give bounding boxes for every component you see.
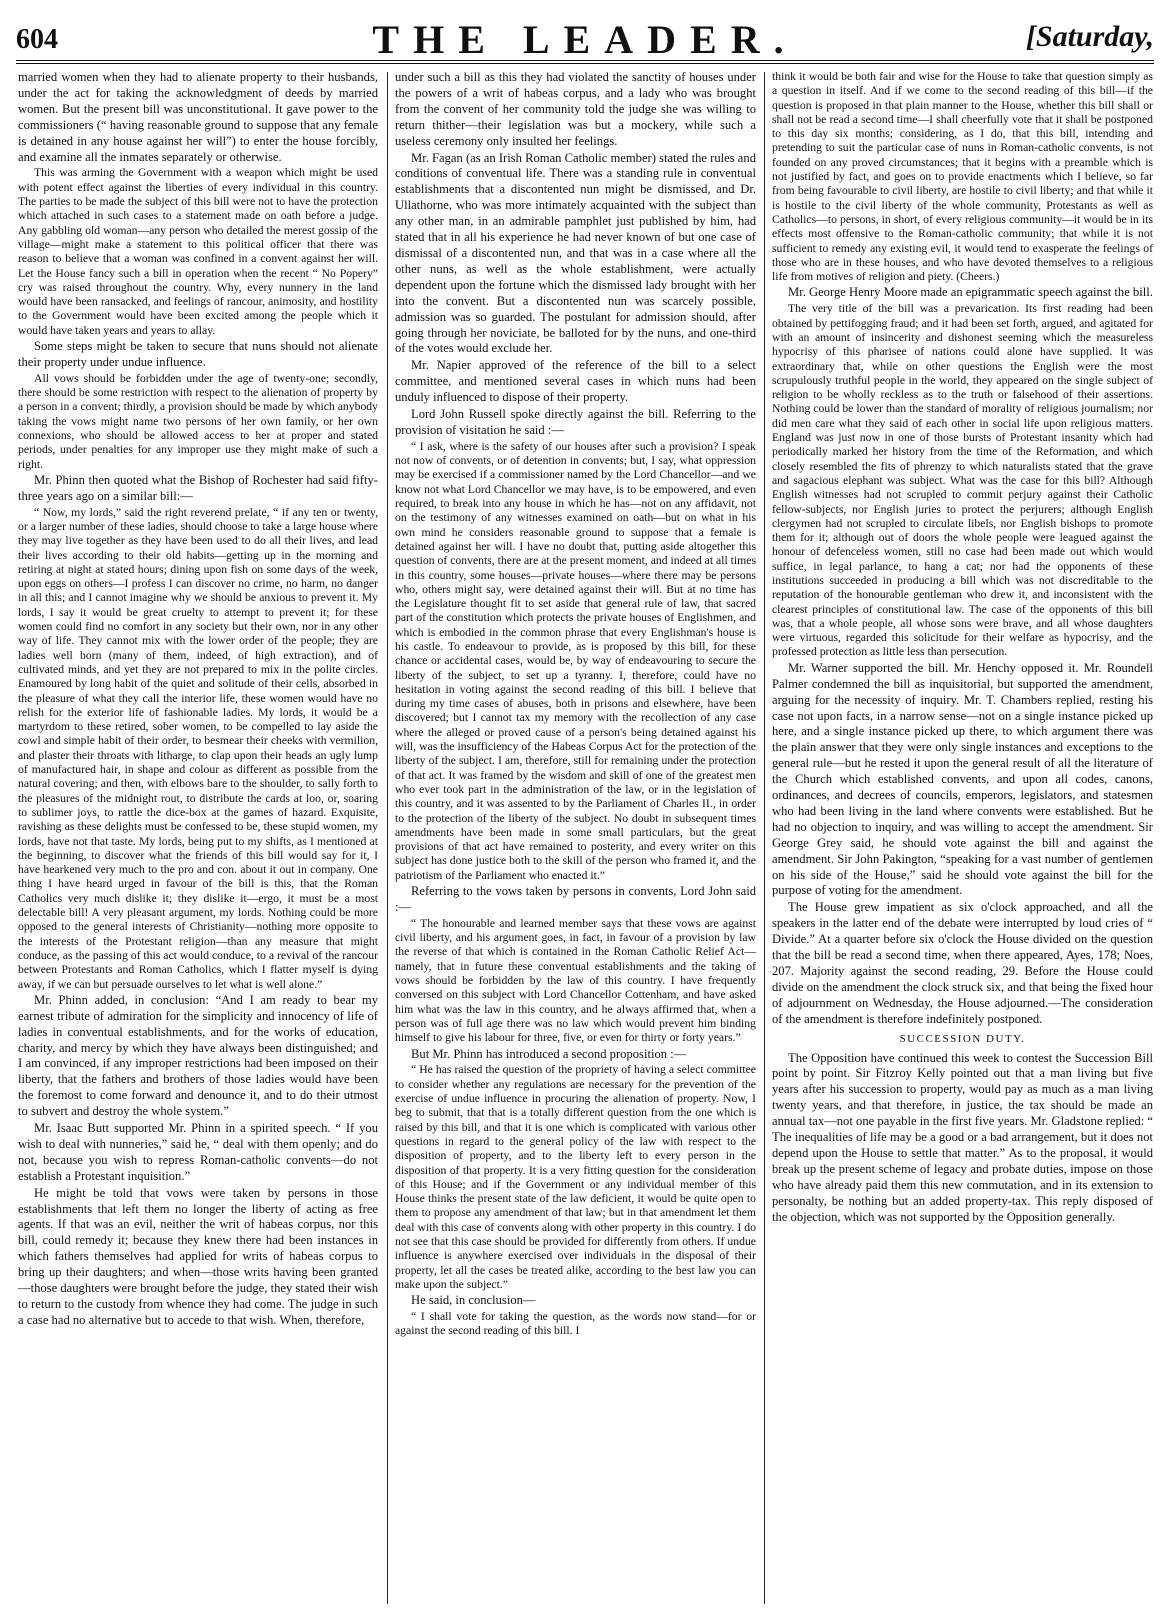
quotation: “ I shall vote for taking the question, as the words now stand—for or against the second reading of this bill. I xyxy=(395,1310,756,1338)
quotation: think it would be both fair and wise for the House to take that question simply as a question in itself. And if we come to the second reading of this bill—if the question is proposed in that plain manner to the House, whether this bill shall or shall not be read a second time—I shall cheerfully vote that it shall be postponed to this day six months; considering, as I do, that this bill, intending and pretending to suit the particular case of nuns in Roman-catholic convents, is not founded on any proved circumstances; that it begins with a preamble which is not justified by fact, and goes on to provide enactments which I believe, so far from being favourable to civil liberty, are hostile to civil liberty; and that while it is hostile to the civil liberty of the whole community, Protestants as well as Catholics—to persons, in short, of every religious community—it would be in its effects most offensive to the Roman-catholic community; that while it is not sufficient to remedy any existing evil, it would tend to exasperate the feelings of those who are in these houses, and who have devoted themselves to a religious life from motives of religion and piety. (Cheers.) xyxy=(772,70,1153,284)
paragraph: Mr. Isaac Butt supported Mr. Phinn in a spirited speech. “ If you wish to deal with nunneries,” said he, “ deal with them openly; and do not, because you wish to repress Roman-catholic convents—do not establish a Protestant inquisition.” xyxy=(18,1121,378,1183)
column-divider xyxy=(764,72,765,1604)
page-number: 604 xyxy=(16,24,58,55)
paragraph: Referring to the vows taken by persons in convents, Lord John said :— xyxy=(395,884,756,914)
quotation: “ He has raised the question of the propriety of having a select committee to consider whether any regulations are necessary for the prevention of the exercise of undue influence in procuring the alienation of property. Now, I beg to submit, that that is a totally different question from the one which is raised by this bill, and that it is one which is complicated with various other questions in regard to the general policy of the law with respect to the disposition of property, and to the liberty left to every person in the disposition of that property. It is a very fitting question for the consideration of this House; and if the Government or any individual member of this House thinks the present state of the law deficient, it would be quite open to them to propose any amendment of that law; but in that amendment let them deal with this case of convents along with other property in this country. I do not see that this case should be provided for differently from others. If undue influence is anywhere exercised over individuals in the disposal of their property, let all the cases be treated alike, according to the best law you can make upon the subject.” xyxy=(395,1063,756,1291)
header-rule xyxy=(16,60,1154,61)
quotation: “ I ask, where is the safety of our houses after such a provision? I speak not now of convents, or of detention in convents; but, I say, what oppression may be exercised if a commissioner named by the Lord Chancellor—and we know not what Lord Chancellor we may have, is to be empowered, and even required, to break into any house in which he has—not on any affidavit, not on the testimony of any witnesses examined on oath—but on what in his own mind he considers reasonable ground to suppose that a female is detained against her will. I have no doubt that, putting aside altogether this question of convents, there are at the present moment, and indeed at all times in this country, some houses—private houses—where there may be persons who, others might say, were detained against their will. But at no time has the Legislature thought fit to set aside that general rule of law, that sacred part of the constitution which protects the private houses of Englishmen, and which is embodied in the common phrase that every Englishman's house is his castle. To endeavour to provide, as is proposed by this bill, for these chance or accidental cases, would be, by way of endeavouring to secure the liberty of the subject, to set up a tyranny. I, therefore, could have no hesitation in voting against the second reading of this bill. I believe that during my time cases of abuses, both in prisons and elsewhere, have been discovered; but I cannot tax my memory with the recollection of any case where the alleged or proved cause of a person's being detained against his will, was the insufficiency of the Habeas Corpus Act for the protection of the liberty of the subject. I am, therefore, still for remaining under the protection of that act. It was framed by the wisdom and skill of one of the greatest men who ever took part in the administration of the law, or in the legislation of this country, and it was assented to by the Parliament of Charles II., in order to the protection of the liberty of the subject. No doubt in subsequent times amendments have been made in some small particulars, but the great provisions of that act have remained to posterity, and every writer on this subject has done justice both to the skill of the person who framed it, and the patriotism of the Parliament who enacted it.” xyxy=(395,439,756,882)
paragraph: All vows should be forbidden under the age of twenty-one; secondly, there should be some restriction with respect to the alienation of property by a person in a convent; thirdly, a provision should be made by which anybody taking the vows might name two persons of her own family, or her own connexions, who should be allowed access to her at proper and stated periods, under penalties for any improper use they might make of such a right. xyxy=(18,371,378,471)
paragraph: The Opposition have continued this week to contest the Succession Bill point by point. Sir Fitzroy Kelly pointed out that a man living but five years after his succession to property, would pay as much as a man living twenty years, and that therefore, in justice, the tax should be made an annual tax—not one payable in the first five years. Mr. Gladstone replied: “ The inequalities of life may be a good or a bad arrangement, but it does not depend upon the House to settle that matter.” As to the proposal, it would break up the present scheme of legacy and probate duties, impose on those who have already paid them this new commutation, and in its extension to personalty, be nothing but an added property-tax. This reply disposed of the objection, which was not supported by the Opposition generally. xyxy=(772,1050,1153,1224)
paragraph: The House grew impatient as six o'clock approached, and all the speakers in the latter end of the debate were interrupted by loud cries of “ Divide.” At a quarter before six o'clock the House divided on the question that the bill be read a second time, when there appeared, Ayes, 178; Noes, 207. Majority against the second reading, 29. Before the House could divide on the amendment the clock struck six, and that being the fixed hour of adjournment on Wednesday, the House adjourned.—The consideration of the amendment is therefore indefinitely postponed. xyxy=(772,900,1153,1026)
column-divider xyxy=(387,72,388,1604)
column-3 xyxy=(772,70,1153,1605)
paragraph: Mr. Phinn then quoted what the Bishop of Rochester had said fifty-three years ago on a similar bill:— xyxy=(18,472,378,503)
paragraph: This was arming the Government with a weapon which might be used with potent effect against the liberties of every individual in this country. The parties to be made the subject of this bill were not to have the protection which attached in such cases to a statement made on oath before a judge. Any gabbling old woman—any person who detailed the merest gossip of the village—might make a statement to this political officer that there was reason to believe that a woman was confined in a convent against her will. Let the House fancy such a bill in operation when the recent “ No Popery” cry was raised throughout the country. Why, every nunnery in the land would have been ransacked, and feelings of rancour, animosity, and hostility to the Government would have been excited among the people which it would have taken years and years to allay. xyxy=(18,166,378,337)
header-rule-thin xyxy=(16,63,1154,64)
paragraph: Mr. Phinn added, in conclusion: “And I am ready to bear my earnest tribute of admiration for the simplicity and innocency of life of ladies in conventual establishments, and for the works of education, charity, and mercy by which they have always been distinguished; and I am convinced, if any improper restrictions had been imposed on their liberty, that the fathers and brothers of those ladies would have been the foremost to come forward and denounce it, and to do their utmost to subvert and destroy the whole system.” xyxy=(18,992,378,1119)
paragraph: Some steps might be taken to secure that nuns should not alienate their property under undue influence. xyxy=(18,339,378,369)
masthead xyxy=(16,14,1154,60)
paragraph: He might be told that vows were taken by persons in those establishments that left them no longer the liberty of acting as free agents. If that was an evil, neither the writ of habeas corpus, nor this bill, could remedy it; because they knew there had been instances in which fathers themselves had applied for writs of habeas corpus to bring up their daughters; and when—those writs having been granted—those daughters were brought before the judge, they stated their wish to return to the custody from whence they had come. The judge in such a case had no alternative but to accede to that wish. When, therefore, xyxy=(18,1185,378,1327)
issue-day: [Saturday, xyxy=(1025,20,1154,53)
paragraph: But Mr. Phinn has introduced a second proposition :— xyxy=(411,1046,687,1061)
paragraph: Lord John Russell spoke directly against the bill. Referring to the provision of visitation he said :— xyxy=(395,407,756,437)
paragraph: He said, in conclusion— xyxy=(411,1293,536,1308)
quotation: “ The honourable and learned member says that these vows are against civil liberty, and his argument goes, in fact, in favour of a provision by law the reverse of that which is contained in the Roman Catholic Relief Act—namely, that in future these conventual establishments and the taking of vows should be forbidden by the law of this country. I have frequently conversed on this subject with Lord Chancellor Cottenham, and have asked him what was the law in this country, and he always affirmed that, when a person was of full age there was no law which would prevent him binding himself to give his labour for three, five, or even for thirty or forty years.” xyxy=(395,916,756,1045)
paragraph: Mr. Fagan (as an Irish Roman Catholic member) stated the rules and conditions of conventual life. There was a standing rule in conventual establishments that a discontented nun might be dismissed, and Dr. Ullathorne, who was more intimately acquainted with the subject than any other man, in an admirable pamphlet just published by him, had stated that in all his experience he had never known of but one case of dismissal of a discontented nun, and that was in a case where all the other nuns, as well as the whole establishment, were actually dependent upon the fortune which the dismissed lady brought with her into the convent. But a discontented nun was scarcely possible, admission was so guarded. The postulant for admission should, after going through her noviciate, be balloted for by the nuns, and one-third of the votes would exclude her. xyxy=(395,150,756,356)
paragraph: Mr. Napier approved of the reference of the bill to a select committee, and mentioned several cases in which nuns had been unduly influenced to dispose of their property. xyxy=(395,358,756,405)
paragraph: married women when they had to alienate property to their husbands, under the act for taking the acknowledgment of deeds by married women. But the present bill was unconstitutional. It gave power to the commissioners (“ having reasonable ground to suppose that any female is detained in any house against her will”) to enter the house forcibly, and examine all the inmates separately or otherwise. xyxy=(18,70,378,164)
paragraph: Mr. Warner supported the bill. Mr. Henchy opposed it. Mr. Roundell Palmer condemned the bill as inquisitorial, but supported the amendment, arguing for the necessity of inquiry. Mr. T. Chambers replied, resting his case not upon facts, in a narrow sense—not on a single instance picked up here, and a single instance picked up there, to which argument there was the plain answer that they were only single instances and exceptions to the general rule—but he rested it upon the general result of all the literature of the Church which established convents, and upon all codes, canons, ordinances, and decrees of councils, emperors, legislators, and statesmen who had been living in the land where convents were established. But he had no objection to inquiry, and was willing to accept the amendment. Sir George Grey said, he should vote against the bill and against the amendment. Sir John Pakington, “speaking for a vast number of gentlemen on his side of the House,” said he should vote against the bill for the purpose of voting for the amendment. xyxy=(772,660,1153,898)
quotation: “ Now, my lords,” said the right reverend prelate, “ if any ten or twenty, or a larger number of these ladies, should choose to take a large house where they may live together as they have been used to do all their lives, and lead their lives according to their old habits—getting up in the morning and retiring at night at stated hours; dining upon fish on some days of the week, upon eggs on others—I profess I can discover no crime, no harm, no danger in all this; and I cannot imagine why we should be anxious to prevent it. My lords, I say it would be great cruelty to attempt to prevent it; for these women could find no comfort in any society but their own, nor in any other way of life. They cannot mix with the lower order of the people; they are ladies well born (many of them, indeed, of high extraction), and of cultivated minds, and yet they are not prepared to mix in the polite circles. Enamoured by long habit of the quiet and solitude of their cells, absorbed in the pleasure of what they call the interior life, these women would have no relish for the exterior life of fashionable ladies. My lords, it would be a martyrdom to these retired, sober women, to be compelled to lay aside the cowl and simple habit of their order, to besmear their cheeks with vermilion, and plaster their throats with litharge, to clap upon their heads an ugly lump of manufactured hair, in shape and colour as different as possible from the natural covering; and then, with elbows bare to the shoulder, to sally forth to the pleasures of the midnight rout, to distribute the cards at loo, or, soaring to sublimer joys, to rattle the dice-box at the games of hazard. Exquisite, ravishing as these delights must be confessed to be, these stupid women, my lords, have not that taste. My lords, being put to my shifts, as I mentioned at the beginning, to discover what the friends of this bill would say for it, I have hearkened very much to the pro and con. about it out in company. One thing I have heard urged in favour of the bill is this, that the Roman Catholics very much dislike it; they dislike it—ergo, it must be a most delectable bill! A very pleasant argument, my lords. Nothing could be more opposed to the general interests of Christianity—nothing more opposite to the interests of the Protestant religion—than any measure that might conduce, as the passing of this act would conduce, to a revival of the rancour between Protestants and Roman Catholics, which I flatter myself is dying away, if we can but persuade ourselves to let what is well alone.” xyxy=(18,505,378,991)
column-1 xyxy=(18,70,378,1605)
paragraph: under such a bill as this they had violated the sanctity of houses under the powers of a writ of habeas corpus, and a lady who was brought from the convent of her community told the judge she was willing to return thither—their legislation was but a mockery, while such a useless ceremony only insulted her feelings. xyxy=(395,70,756,148)
paragraph: Mr. George Henry Moore made an epigrammatic speech against the bill. xyxy=(788,285,1153,300)
section-heading: SUCCESSION DUTY. xyxy=(899,1032,1026,1045)
paragraph: The very title of the bill was a prevarication. Its first reading had been obtained by pettifogging fraud; and it had been set forth, argued, and agitated for with an amount of insincerity and dishonest seeming which the measureless hypocrisy of this pharisee of nations could alone have supplied. It was extraordinary that, while on other questions the English were the most scrupulously truthful people in the world, they appeared on the single subject of religion to be wholly reckless as to the truth or falsehood of their assertions. Nothing could be lower than the standard of morality of religious journalism; nor did men care what they said of each other in social life upon religious matters. England was just now in one of those bursts of Protestant insanity which had periodically marked her history from the time of the Reformation, and which closely resembled the fits of phrenzy to which naturalists stated that the grave and sagacious elephant was subject. What was the case for this bill? Although English witnesses had not scrupled to commit perjury against their Catholic fellow-subjects, nor English juries to protect the perjurers; although English clergymen had not scrupled to circulate libels, nor English bishops to promote them for it; although out of doors the whole people were leagued against the honour of defenceless women, still no case had been made out which would suffice, in legal parlance, to hang a cat; nor had the opponents of these institutions succeeded in producing a bill which was not discreditable to the reputation of the honourable gentleman who drew it, and inconsistent with the clearest principles of constitutional law. The case of the opponents of this bill was, that a whole people, all whose sons were brave, and all whose daughters were virtuous, regarded this solicitude for their welfare as hypocrisy, and the professed protection as little less than persecution. xyxy=(772,302,1153,659)
newspaper-title: THE LEADER. xyxy=(372,17,798,62)
column-2 xyxy=(395,70,756,1605)
